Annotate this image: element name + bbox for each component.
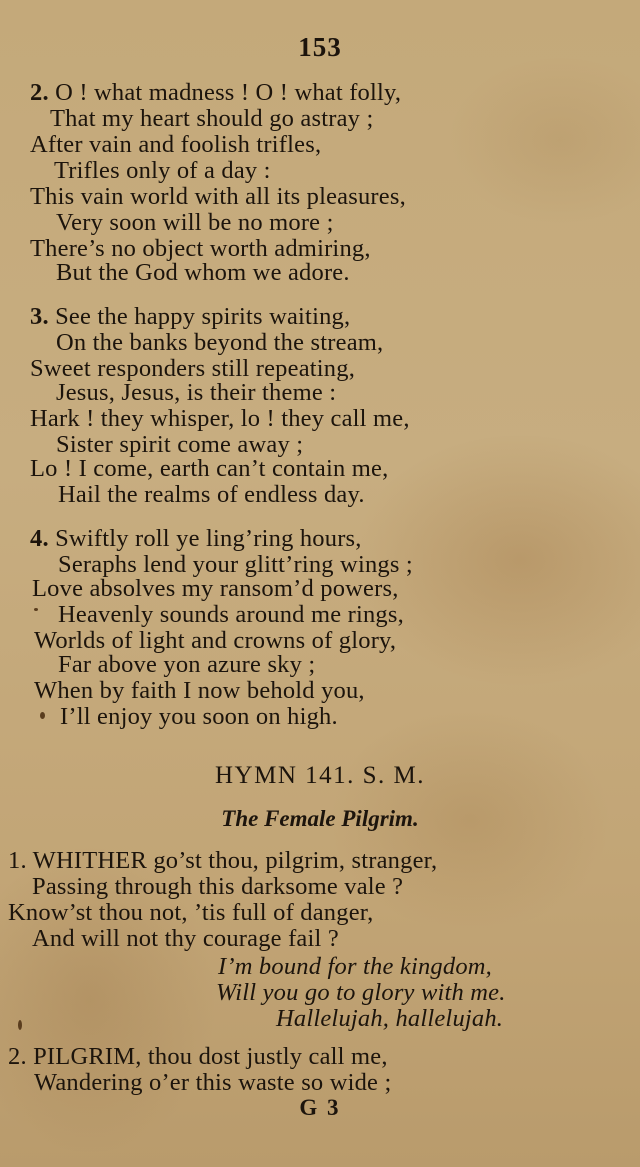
signature-mark: G 3 xyxy=(299,1095,341,1120)
page-number: 153 xyxy=(298,32,342,62)
hymn-verse-2-line-2: Wandering o’er this waste so wide ; xyxy=(34,1069,392,1096)
verse-number: 2. xyxy=(8,1043,27,1070)
hymn-verse-1-line-1 xyxy=(8,848,437,874)
ink-speck xyxy=(34,608,38,611)
verse-3-line-3: Sweet responders still repeating, xyxy=(30,355,356,382)
verse-2-line-6: Very soon will be no more ; xyxy=(56,209,334,236)
verse-3-line-4: Jesus, Jesus, is their theme : xyxy=(56,379,337,406)
verse-2-line-5: This vain world with all its pleasures, xyxy=(30,183,406,210)
verse-text: Swiftly roll ye ling’ring hours, xyxy=(55,525,362,552)
verse-4-line-8: I’ll enjoy you soon on high. xyxy=(60,703,338,730)
verse-4-line-4: Heavenly sounds around me rings, xyxy=(58,601,404,628)
ink-speck xyxy=(18,1020,22,1030)
verse-2-line-2: That my heart should go astray ; xyxy=(50,105,374,132)
verse-text: O ! what madness ! O ! what folly, xyxy=(55,79,402,106)
hymn-verse-2-line-1 xyxy=(8,1044,388,1070)
verse-number: 1. xyxy=(8,847,27,874)
verse-4-line-3: Love absolves my ransom’d powers, xyxy=(32,575,399,602)
ink-speck xyxy=(40,712,45,719)
verse-3-line-1 xyxy=(30,304,350,330)
verse-text: See the happy spirits waiting, xyxy=(55,303,351,330)
verse-3-line-2: On the banks beyond the stream, xyxy=(56,329,384,356)
verse-4-line-6: Far above yon azure sky ; xyxy=(58,651,316,678)
verse-number: 2. xyxy=(30,79,49,106)
verse-3-line-7: Lo ! I come, earth can’t contain me, xyxy=(30,455,389,482)
verse-2-line-1 xyxy=(30,80,401,106)
verse-number: 4. xyxy=(30,525,49,552)
verse-3-line-5: Hark ! they whisper, lo ! they call me, xyxy=(30,405,410,432)
verse-2-line-4: Trifles only of a day : xyxy=(54,157,271,184)
verse-2-line-7: There’s no object worth admiring, xyxy=(30,235,371,262)
verse-text: PILGRIM, thou dost justly call me, xyxy=(33,1043,388,1070)
chorus-line-2: Will you go to glory with me. xyxy=(216,979,506,1006)
hymn-verse-1-line-4: And will not thy courage fail ? xyxy=(32,925,339,952)
hymn-title: HYMN 141. S. M. xyxy=(214,762,426,789)
verse-3-line-8: Hail the realms of endless day. xyxy=(58,481,365,508)
hymn-subtitle: The Female Pilgrim. xyxy=(221,806,419,831)
verse-3-line-6: Sister spirit come away ; xyxy=(56,431,304,458)
verse-4-line-5: Worlds of light and crowns of glory, xyxy=(34,627,397,654)
chorus-line-3: Hallelujah, hallelujah. xyxy=(276,1005,504,1032)
verse-number: 3. xyxy=(30,303,49,330)
hymn-verse-1-line-3: Know’st thou not, ’tis full of danger, xyxy=(8,899,374,926)
verse-text: WHITHER go’st thou, pilgrim, stranger, xyxy=(32,847,438,874)
verse-4-line-1 xyxy=(30,526,362,552)
hymn-verse-1-line-2: Passing through this darksome vale ? xyxy=(32,873,404,900)
chorus-line-1: I’m bound for the kingdom, xyxy=(218,953,492,980)
verse-2-line-8: But the God whom we adore. xyxy=(56,259,350,286)
verse-2-line-3: After vain and foolish trifles, xyxy=(30,131,322,158)
verse-4-line-7: When by faith I now behold you, xyxy=(34,677,365,704)
verse-4-line-2: Seraphs lend your glitt’ring wings ; xyxy=(58,551,413,578)
